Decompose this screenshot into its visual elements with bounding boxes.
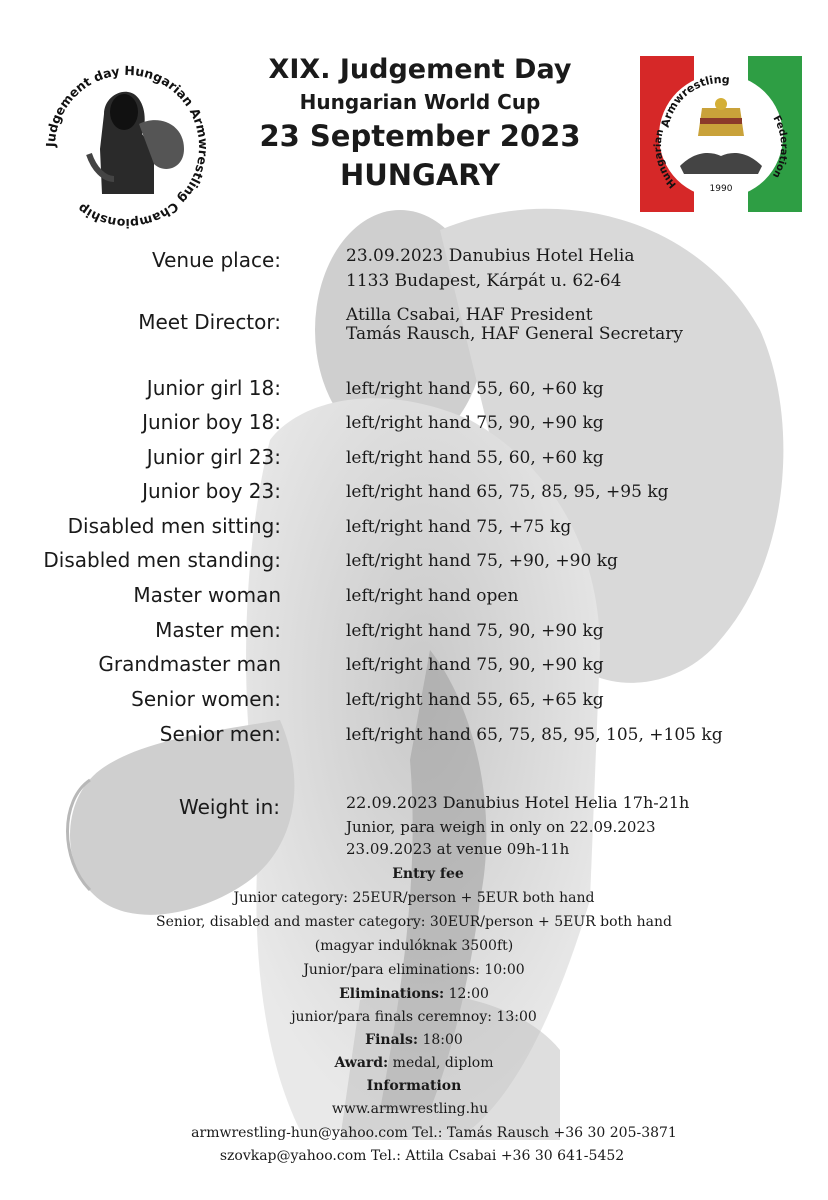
category-value: left/right hand 65, 75, 85, 95, 105, +105 kg xyxy=(346,725,723,745)
eliminations-label: Eliminations: xyxy=(339,986,445,1002)
finals-ceremony: junior/para finals ceremnoy: 13:00 xyxy=(291,1009,537,1025)
category-value: left/right hand 55, 60, +60 kg xyxy=(346,379,604,399)
weigh-in-line-3: 23.09.2023 at venue 09h-11h xyxy=(346,840,570,858)
weigh-in-line-2: Junior, para weigh in only on 22.09.2023 xyxy=(346,818,656,836)
eliminations xyxy=(0,986,828,1002)
category-label: Disabled men standing: xyxy=(43,548,281,572)
title-line-2: Hungarian World Cup xyxy=(299,90,541,114)
information-heading: Information xyxy=(366,1078,462,1094)
title-line-1: XIX. Judgement Day xyxy=(268,54,572,85)
award xyxy=(0,1055,828,1071)
website-link[interactable]: www.armwrestling.hu xyxy=(331,1101,489,1117)
hungarian-armwrestling-federation-logo xyxy=(640,56,802,212)
category-label: Junior girl 18: xyxy=(146,376,281,400)
category-value: left/right hand open xyxy=(346,586,519,606)
venue-line-1: 23.09.2023 Danubius Hotel Helia xyxy=(346,246,635,266)
award-label: Award: xyxy=(334,1055,389,1071)
title-country: HUNGARY xyxy=(339,158,501,192)
director-label: Meet Director: xyxy=(138,310,281,334)
entry-fee-heading: Entry fee xyxy=(392,866,464,882)
category-label: Junior girl 23: xyxy=(146,445,281,469)
category-label: Senior women: xyxy=(131,687,281,711)
category-value: left/right hand 75, 90, +90 kg xyxy=(346,655,604,675)
venue-label: Venue place: xyxy=(152,248,281,272)
logo-top-text: Armwrestling xyxy=(658,72,731,129)
category-value: left/right hand 75, 90, +90 kg xyxy=(346,413,604,433)
title-date: 23 September 2023 xyxy=(259,119,581,153)
judgement-day-logo xyxy=(34,54,220,240)
category-label: Master men: xyxy=(155,618,281,642)
category-value: left/right hand 75, +75 kg xyxy=(346,517,572,537)
entry-fee-local: (magyar indulóknak 3500ft) xyxy=(314,938,514,954)
award-value: medal, diplom xyxy=(388,1055,494,1071)
category-value: left/right hand 55, 60, +60 kg xyxy=(346,448,604,468)
category-label: Junior boy 18: xyxy=(142,410,281,434)
entry-fee-senior: Senior, disabled and master category: 30EUR/person + 5EUR both hand xyxy=(156,914,672,930)
category-value: left/right hand 65, 75, 85, 95, +95 kg xyxy=(346,482,669,502)
entry-fee-junior: Junior category: 25EUR/person + 5EUR both hand xyxy=(233,890,595,906)
logo-ring-text: Judgement day Hungarian Armwrestling Championship xyxy=(42,62,212,232)
director-line-2: Tamás Rausch, HAF General Secretary xyxy=(346,324,683,344)
event-title xyxy=(230,52,610,194)
category-label: Senior men: xyxy=(159,722,281,746)
category-label: Grandmaster man xyxy=(98,652,281,676)
finals-label: Finals: xyxy=(365,1032,419,1048)
finals-time: 18:00 xyxy=(418,1032,463,1048)
junior-eliminations: Junior/para eliminations: 10:00 xyxy=(303,962,525,978)
logo-right-text: Federation xyxy=(769,113,790,180)
logo-left-text: Hungarian xyxy=(652,128,679,190)
weigh-in-label: Weight in: xyxy=(178,795,280,819)
category-value: left/right hand 75, +90, +90 kg xyxy=(346,551,618,571)
finals xyxy=(0,1032,828,1048)
contact-rausch[interactable]: armwrestling-hun@yahoo.com Tel.: Tamás Rausch +36 30 205-3871 xyxy=(191,1125,677,1141)
venue-line-2: 1133 Budapest, Kárpát u. 62-64 xyxy=(346,271,622,291)
weigh-in-line-1: 22.09.2023 Danubius Hotel Helia 17h-21h xyxy=(346,793,690,812)
category-label: Disabled men sitting: xyxy=(67,514,281,538)
category-label: Junior boy 23: xyxy=(142,479,281,503)
logo-year: 1990 xyxy=(709,184,733,194)
category-value: left/right hand 75, 90, +90 kg xyxy=(346,621,604,641)
category-value: left/right hand 55, 65, +65 kg xyxy=(346,690,604,710)
eliminations-time: 12:00 xyxy=(444,986,489,1002)
contact-csabai[interactable]: szovkap@yahoo.com Tel.: Attila Csabai +36 30 641-5452 xyxy=(219,1148,625,1164)
category-label: Master woman xyxy=(133,583,281,607)
director-line-1: Atilla Csabai, HAF President xyxy=(346,305,593,325)
